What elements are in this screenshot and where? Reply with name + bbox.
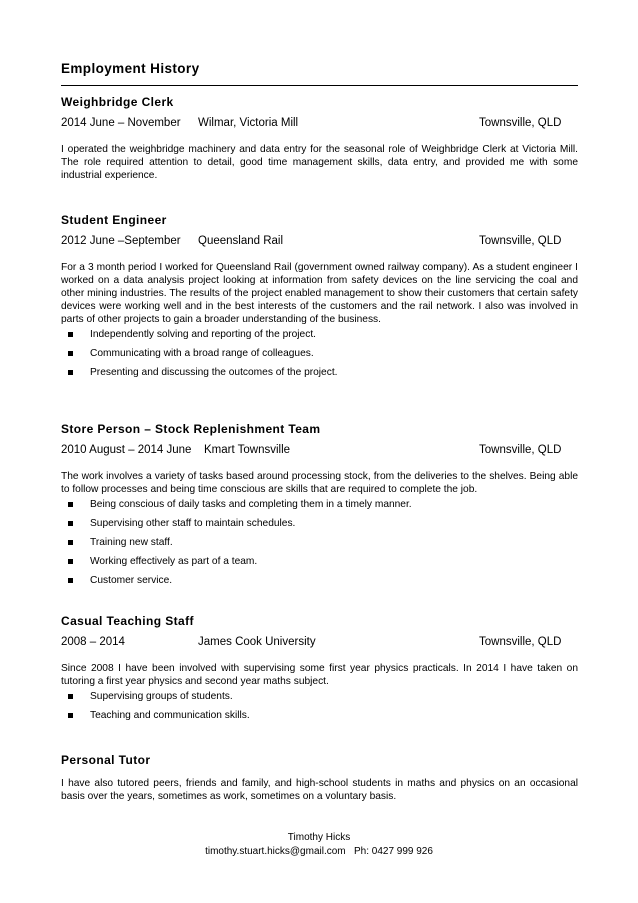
job-title: Store Person – Stock Replenishment Team [61, 422, 321, 436]
footer-name: Timothy Hicks [287, 832, 351, 843]
job-bullet-list [61, 690, 578, 722]
list-item-text: Customer service. [90, 575, 173, 586]
list-item [61, 709, 578, 722]
list-item-text: Working effectively as part of a team. [90, 556, 258, 567]
job-description: Since 2008 I have been involved with supervising some first year physics practicals. In 2014 I have taken on tutoring a first year physics and second year maths subject. [61, 663, 578, 687]
list-item [61, 347, 578, 360]
job-entry-personal-tutor [61, 753, 578, 803]
square-bullet-icon [68, 694, 73, 699]
list-item [61, 555, 578, 568]
job-dates: 2010 August – 2014 June [61, 444, 192, 456]
heading-divider [61, 85, 578, 86]
section-heading: Employment History [61, 61, 200, 76]
job-dates: 2008 – 2014 [61, 636, 125, 648]
job-entry-store-person [61, 422, 578, 593]
job-title: Casual Teaching Staff [61, 614, 194, 628]
square-bullet-icon [68, 332, 73, 337]
list-item-text: Supervising other staff to maintain schedules. [90, 518, 296, 529]
list-item [61, 366, 578, 379]
square-bullet-icon [68, 540, 73, 545]
job-dates: 2012 June –September [61, 235, 181, 247]
list-item-text: Being conscious of daily tasks and completing them in a timely manner. [90, 499, 412, 510]
job-entry-casual-teaching-staff [61, 614, 578, 728]
job-meta [61, 234, 578, 248]
square-bullet-icon [68, 521, 73, 526]
job-location: Townsville, QLD [479, 235, 562, 247]
list-item [61, 328, 578, 341]
job-entry-student-engineer [61, 213, 578, 385]
job-description: The work involves a variety of tasks based around processing stock, from the deliveries to the shelves. Being able to follow processes and being time conscious are skills that are required to complete the job. [61, 471, 578, 495]
list-item [61, 517, 578, 530]
job-location: Townsville, QLD [479, 636, 562, 648]
footer-email: timothy.stuart.hicks@gmail.com [205, 846, 346, 857]
list-item-text: Supervising groups of students. [90, 691, 233, 702]
job-bullet-list [61, 498, 578, 587]
job-description: I have also tutored peers, friends and family, and high-school students in maths and physics on an occasional basis over the years, sometimes as work, sometimes on a voluntary basis. [61, 778, 578, 802]
list-item [61, 690, 578, 703]
job-dates: 2014 June – November [61, 117, 181, 129]
list-item [61, 574, 578, 587]
list-item [61, 536, 578, 549]
list-item-text: Presenting and discussing the outcomes of the project. [90, 367, 338, 378]
square-bullet-icon [68, 713, 73, 718]
list-item-text: Teaching and communication skills. [90, 710, 250, 721]
page-footer [0, 831, 638, 859]
square-bullet-icon [68, 578, 73, 583]
job-bullet-list [61, 328, 578, 379]
footer-phone: Ph: 0427 999 926 [353, 846, 433, 857]
job-entry-weighbridge-clerk [61, 95, 578, 182]
square-bullet-icon [68, 351, 73, 356]
job-meta [61, 443, 578, 457]
job-title: Personal Tutor [61, 753, 151, 767]
footer-contact-line [0, 845, 638, 859]
job-location: Townsville, QLD [479, 117, 562, 129]
job-description: I operated the weighbridge machinery and data entry for the seasonal role of Weighbridge Clerk at Victoria Mill. The role required attention to detail, good time management skills, data entry, and provided me with some industrial experience. [61, 144, 578, 181]
job-location: Townsville, QLD [479, 444, 562, 456]
square-bullet-icon [68, 370, 73, 375]
list-item-text: Training new staff. [90, 537, 173, 548]
square-bullet-icon [68, 559, 73, 564]
list-item [61, 498, 578, 511]
job-title: Weighbridge Clerk [61, 95, 174, 109]
job-description: For a 3 month period I worked for Queensland Rail (government owned railway company). As a student engineer I worked on a data analysis project looking at information from safety devices on the line servicing the coal and other mining industries. The results of the project enabled management to show their customers that certain safety devices were working well and in the best interests of the customers and the rail network. I also was involved in parts of other projects to gain a broader understanding of the business. [61, 262, 578, 325]
list-item-text: Independently solving and reporting of the project. [90, 329, 316, 340]
job-employer: Kmart Townsville [204, 444, 291, 456]
square-bullet-icon [68, 502, 73, 507]
job-meta [61, 635, 578, 649]
job-title: Student Engineer [61, 213, 167, 227]
list-item-text: Communicating with a broad range of colleagues. [90, 348, 314, 359]
job-meta [61, 116, 578, 130]
job-employer: James Cook University [198, 636, 316, 648]
job-employer: Queensland Rail [198, 235, 284, 247]
job-employer: Wilmar, Victoria Mill [198, 117, 299, 129]
